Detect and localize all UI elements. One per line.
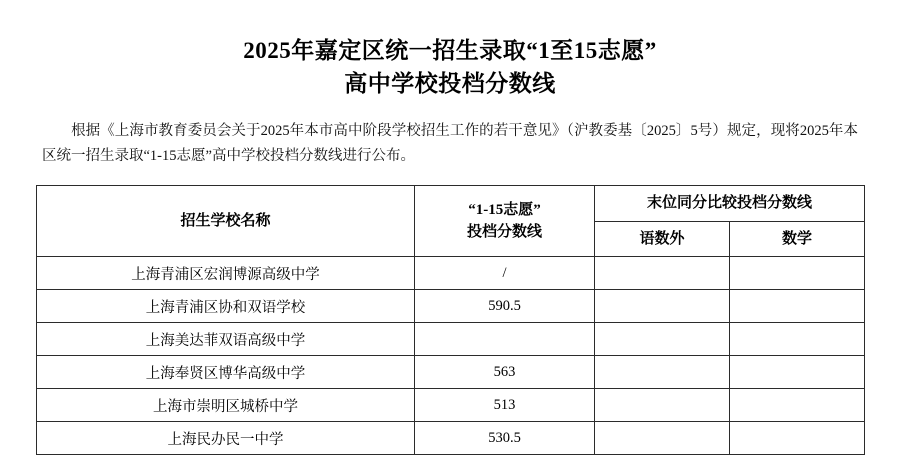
cell-score: 530.5 <box>415 422 595 455</box>
title-line-1: 2025年嘉定区统一招生录取“1至15志愿” <box>243 38 657 63</box>
cell-school: 上海青浦区宏润博源高级中学 <box>37 257 415 290</box>
table-row <box>37 323 865 356</box>
cell-math <box>730 257 865 290</box>
table-row <box>37 290 865 323</box>
cell-school: 上海市崇明区城桥中学 <box>37 389 415 422</box>
cell-yushuwai <box>595 290 730 323</box>
cell-math <box>730 290 865 323</box>
cell-school: 上海青浦区协和双语学校 <box>37 290 415 323</box>
table-body <box>37 257 865 455</box>
header-score-line-1: “1-15志愿” <box>468 201 541 218</box>
cell-yushuwai <box>595 323 730 356</box>
score-table <box>36 185 865 455</box>
intro-text: 根据《上海市教育委员会关于2025年本市高中阶段学校招生工作的若干意见》（沪教委基〔2025〕5号）规定，现将2025年本区统一招生录取“1-15志愿”高中学校投档分数线进行公布。 <box>42 122 858 165</box>
table-row <box>37 257 865 290</box>
cell-school: 上海奉贤区博华高级中学 <box>37 356 415 389</box>
cell-yushuwai <box>595 257 730 290</box>
cell-math <box>730 422 865 455</box>
header-tiebreak-math: 数学 <box>730 221 865 257</box>
header-school: 招生学校名称 <box>37 186 415 257</box>
document-title <box>36 34 864 101</box>
cell-score: 590.5 <box>415 290 595 323</box>
intro-paragraph <box>36 119 864 170</box>
header-tiebreak-yushuwai: 语数外 <box>595 221 730 257</box>
cell-math <box>730 389 865 422</box>
table-head <box>37 186 865 257</box>
cell-school: 上海民办民一中学 <box>37 422 415 455</box>
cell-score: / <box>415 257 595 290</box>
table-row <box>37 422 865 455</box>
cell-score: 513 <box>415 389 595 422</box>
table-row <box>37 389 865 422</box>
table-header-row-1 <box>37 186 865 222</box>
cell-score <box>415 323 595 356</box>
header-score-line-2: 投档分数线 <box>466 224 542 241</box>
cell-yushuwai <box>595 422 730 455</box>
table-row <box>37 356 865 389</box>
cell-math <box>730 356 865 389</box>
cell-yushuwai <box>595 389 730 422</box>
title-line-2: 高中学校投档分数线 <box>344 71 556 97</box>
header-score <box>415 186 595 257</box>
cell-school: 上海美达菲双语高级中学 <box>37 323 415 356</box>
cell-yushuwai <box>595 356 730 389</box>
header-tiebreak: 末位同分比较投档分数线 <box>595 186 865 222</box>
cell-math <box>730 323 865 356</box>
cell-score: 563 <box>415 356 595 389</box>
